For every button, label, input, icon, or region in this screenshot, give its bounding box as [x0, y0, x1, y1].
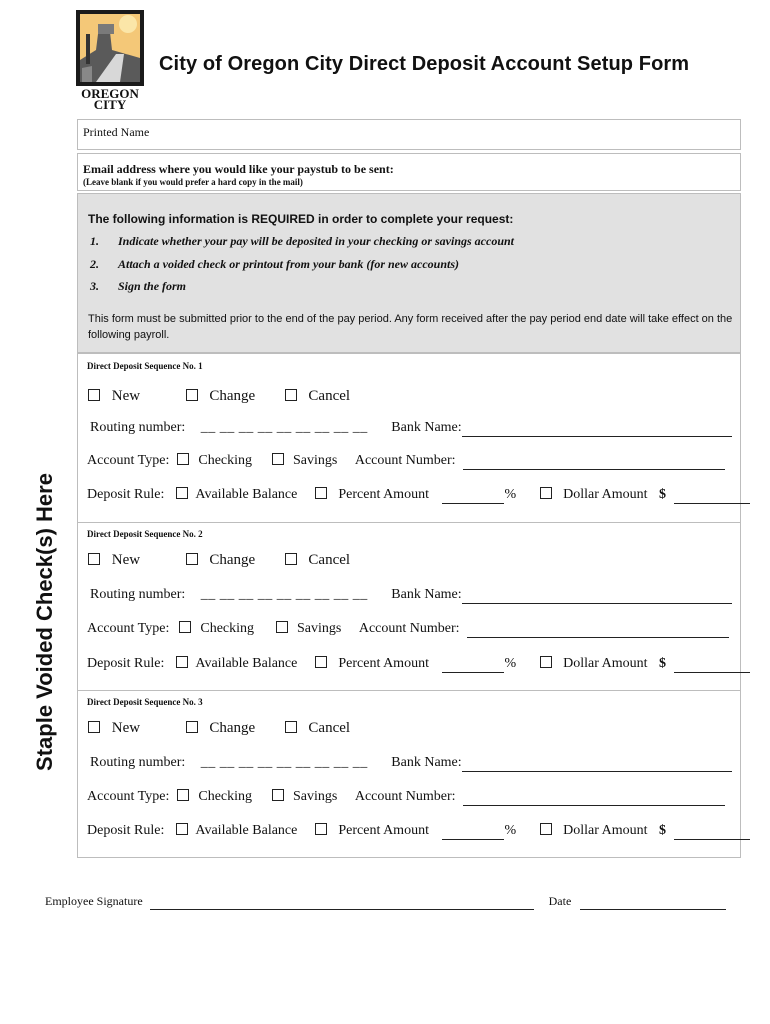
deposit-rule-row: [87, 823, 750, 840]
checking-checkbox[interactable]: [179, 621, 191, 633]
cancel-label: Cancel: [308, 552, 351, 568]
percent-amount-checkbox[interactable]: [315, 656, 327, 668]
routing-number-field[interactable]: __ __ __ __ __ __ __ __ __: [200, 420, 368, 435]
required-item: [90, 279, 186, 294]
routing-number-label: Routing number:: [90, 587, 186, 602]
dollar-amount-field[interactable]: [674, 656, 750, 673]
account-type-label: Account Type:: [87, 621, 170, 636]
dollar-sign: $: [659, 823, 667, 838]
account-type-row: [87, 453, 725, 470]
savings-checkbox[interactable]: [276, 621, 288, 633]
account-type-row: [87, 789, 725, 806]
dollar-sign: $: [659, 656, 667, 671]
logo-text-city: CITY: [93, 97, 127, 110]
checking-label: Checking: [198, 453, 253, 468]
signature-row: [45, 894, 726, 910]
deposit-rule-label: Deposit Rule:: [87, 823, 165, 838]
cancel-checkbox[interactable]: [285, 721, 297, 733]
dollar-amount-checkbox[interactable]: [540, 487, 552, 499]
sequence-title: Direct Deposit Sequence No. 1: [87, 361, 203, 371]
dollar-amount-checkbox[interactable]: [540, 656, 552, 668]
change-label: Change: [209, 720, 256, 736]
percent-amount-field[interactable]: [442, 823, 504, 840]
available-balance-label: Available Balance: [195, 823, 298, 838]
routing-number-label: Routing number:: [90, 420, 186, 435]
required-item-number: 2.: [90, 257, 99, 271]
change-checkbox[interactable]: [186, 721, 198, 733]
bank-name-field[interactable]: [462, 755, 732, 772]
account-number-field[interactable]: [463, 789, 725, 806]
account-number-field[interactable]: [463, 453, 725, 470]
date-label: Date: [548, 894, 572, 908]
bank-name-label: Bank Name:: [391, 420, 462, 435]
deposit-rule-row: [87, 487, 750, 504]
submission-deadline-note: This form must be submitted prior to the end of the pay period. Any form received after the pay period end date will take effect on the following payroll.: [88, 313, 733, 341]
percent-sign: %: [504, 487, 517, 502]
available-balance-checkbox[interactable]: [176, 656, 188, 668]
checking-checkbox[interactable]: [177, 789, 189, 801]
sequence-title: Direct Deposit Sequence No. 3: [87, 697, 203, 707]
deposit-rule-label: Deposit Rule:: [87, 487, 165, 502]
direct-deposit-sequences: [77, 353, 741, 858]
email-note: (Leave blank if you would prefer a hard copy in the mail): [83, 177, 303, 187]
account-type-row: [87, 621, 729, 638]
action-row: [88, 720, 350, 737]
required-info-panel: [77, 193, 741, 353]
oregon-city-logo: [76, 10, 144, 110]
bank-name-label: Bank Name:: [391, 755, 462, 770]
change-checkbox[interactable]: [186, 389, 198, 401]
email-field[interactable]: [77, 153, 741, 191]
checking-label: Checking: [198, 789, 253, 804]
deposit-sequence-1: [78, 354, 740, 523]
logo-graphic: [76, 10, 144, 110]
routing-row: [90, 587, 732, 604]
checking-label: Checking: [200, 621, 255, 636]
required-item-number: 3.: [90, 279, 99, 293]
dollar-amount-label: Dollar Amount: [563, 656, 648, 671]
action-row: [88, 388, 350, 405]
date-field[interactable]: [580, 894, 726, 910]
printed-name-field[interactable]: [77, 119, 741, 150]
account-number-field[interactable]: [467, 621, 729, 638]
deposit-sequence-2: [78, 522, 740, 691]
new-checkbox[interactable]: [88, 389, 100, 401]
bank-name-field[interactable]: [462, 587, 732, 604]
percent-amount-checkbox[interactable]: [315, 823, 327, 835]
required-item-number: 1.: [90, 234, 99, 248]
change-label: Change: [209, 552, 256, 568]
percent-sign: %: [504, 656, 517, 671]
dollar-sign: $: [659, 487, 667, 502]
percent-amount-label: Percent Amount: [338, 656, 429, 671]
available-balance-checkbox[interactable]: [176, 487, 188, 499]
new-checkbox[interactable]: [88, 721, 100, 733]
dollar-amount-field[interactable]: [674, 487, 750, 504]
bank-name-label: Bank Name:: [391, 587, 462, 602]
percent-amount-field[interactable]: [442, 656, 504, 673]
new-checkbox[interactable]: [88, 553, 100, 565]
employee-signature-field[interactable]: [150, 894, 534, 910]
percent-sign: %: [504, 823, 517, 838]
logo-text-oregon: OREGON: [81, 86, 139, 101]
required-item: [90, 234, 514, 249]
new-label: New: [111, 552, 141, 568]
savings-label: Savings: [293, 789, 338, 804]
email-label: Email address where you would like your paystub to be sent:: [83, 162, 394, 176]
available-balance-checkbox[interactable]: [176, 823, 188, 835]
dollar-amount-checkbox[interactable]: [540, 823, 552, 835]
account-number-label: Account Number:: [354, 453, 456, 468]
savings-checkbox[interactable]: [272, 789, 284, 801]
available-balance-label: Available Balance: [195, 487, 298, 502]
percent-amount-label: Percent Amount: [338, 823, 429, 838]
cancel-checkbox[interactable]: [285, 389, 297, 401]
action-row: [88, 552, 350, 569]
cancel-label: Cancel: [308, 720, 351, 736]
sequence-title: Direct Deposit Sequence No. 2: [87, 529, 203, 539]
staple-checks-label: Staple Voided Check(s) Here: [32, 473, 57, 771]
bank-name-field[interactable]: [462, 420, 732, 437]
deposit-sequence-3: [78, 690, 740, 858]
percent-amount-field[interactable]: [442, 487, 504, 504]
routing-row: [90, 420, 732, 437]
account-type-label: Account Type:: [87, 789, 170, 804]
new-label: New: [111, 388, 141, 404]
percent-amount-checkbox[interactable]: [315, 487, 327, 499]
savings-checkbox[interactable]: [272, 453, 284, 465]
account-type-label: Account Type:: [87, 453, 170, 468]
deposit-rule-row: [87, 656, 750, 673]
dollar-amount-field[interactable]: [674, 823, 750, 840]
routing-row: [90, 755, 732, 772]
deposit-rule-label: Deposit Rule:: [87, 656, 165, 671]
routing-number-field[interactable]: __ __ __ __ __ __ __ __ __: [200, 587, 368, 602]
savings-label: Savings: [297, 621, 342, 636]
dollar-amount-label: Dollar Amount: [563, 487, 648, 502]
new-label: New: [111, 720, 141, 736]
required-item-text: Sign the form: [118, 279, 187, 293]
checking-checkbox[interactable]: [177, 453, 189, 465]
employee-signature-label: Employee Signature: [45, 894, 143, 908]
cancel-label: Cancel: [308, 388, 351, 404]
required-item: [90, 257, 459, 272]
routing-number-label: Routing number:: [90, 755, 186, 770]
required-heading: The following information is REQUIRED in order to complete your request:: [88, 212, 514, 226]
available-balance-label: Available Balance: [195, 656, 298, 671]
savings-label: Savings: [293, 453, 338, 468]
page-title: City of Oregon City Direct Deposit Account Setup Form: [159, 53, 690, 75]
account-number-label: Account Number:: [358, 621, 460, 636]
routing-number-field[interactable]: __ __ __ __ __ __ __ __ __: [200, 755, 368, 770]
account-number-label: Account Number:: [354, 789, 456, 804]
percent-amount-label: Percent Amount: [338, 487, 429, 502]
change-checkbox[interactable]: [186, 553, 198, 565]
required-item-text: Indicate whether your pay will be deposited in your checking or savings account: [118, 234, 515, 248]
required-item-text: Attach a voided check or printout from your bank (for new accounts): [118, 257, 460, 271]
dollar-amount-label: Dollar Amount: [563, 823, 648, 838]
change-label: Change: [209, 388, 256, 404]
cancel-checkbox[interactable]: [285, 553, 297, 565]
printed-name-label: Printed Name: [83, 125, 150, 139]
